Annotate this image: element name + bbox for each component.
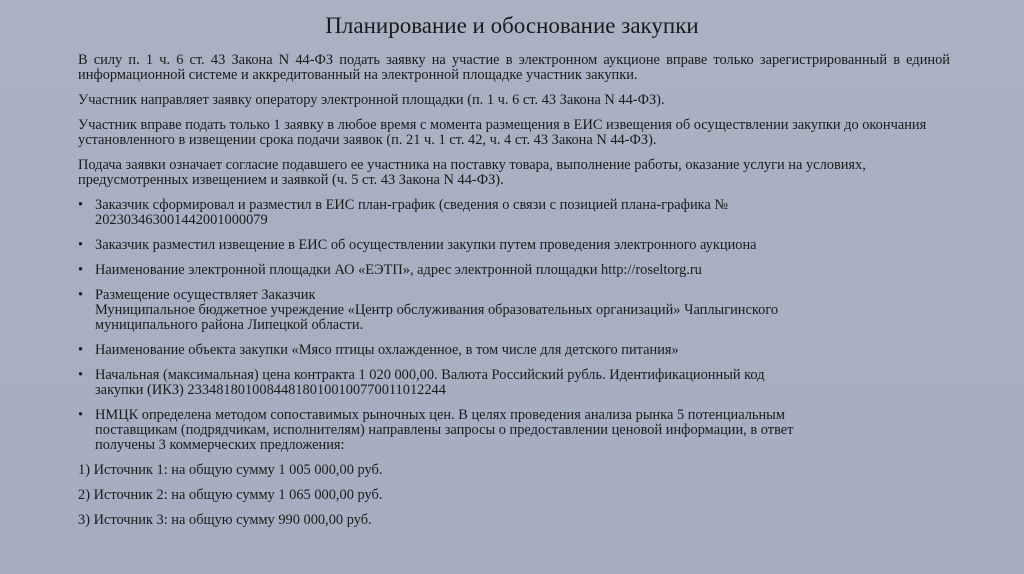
bullet-line: получены 3 коммерческих предложения: (95, 437, 345, 453)
slide-title: Планирование и обоснование закупки (325, 13, 699, 38)
bullet-item-3 (78, 263, 950, 278)
bullet-dot: • (78, 287, 84, 303)
bullet-line: НМЦК определена методом сопоставимых рыночных цен. В целях проведения анализа рынка 5 потенциальным (95, 407, 785, 423)
bullet-line: Начальная (максимальная) цена контракта 1 020 000,00. Валюта Российский рубль. Идентификационный код (95, 367, 765, 383)
slide-content (78, 53, 950, 538)
source-item-1: 1) Источник 1: на общую сумму 1 005 000,00 руб. (78, 462, 383, 478)
bullet-dot: • (78, 262, 84, 278)
paragraph-4: Подача заявки означает согласие подавшего ее участника на поставку товара, выполнение работы, оказание услуги на условиях, предусмотренных извещением и заявкой (ч. 5 ст. 43 Закона N 44-ФЗ). (78, 157, 866, 188)
bullet-line: Муниципальное бюджетное учреждение «Центр обслуживания образовательных организаций» Чаплыгинского (95, 302, 779, 318)
bullet-dot: • (78, 367, 84, 383)
bullet-dot: • (78, 342, 84, 358)
bullet-dot: • (78, 237, 84, 253)
bullet-item-7 (78, 408, 950, 453)
bullet-line: Заказчик разместил извещение в ЕИС об осуществлении закупки путем проведения электронного аукциона (95, 237, 757, 253)
bullet-item-2 (78, 238, 950, 253)
bullet-line: 202303463001442001000079 (95, 212, 268, 228)
bullet-dot: • (78, 407, 84, 423)
bullet-item-1 (78, 198, 950, 228)
bullet-item-6 (78, 368, 950, 398)
bullet-line: Размещение осуществляет Заказчик (95, 287, 316, 303)
source-item-2: 2) Источник 2: на общую сумму 1 065 000,00 руб. (78, 487, 383, 503)
paragraph-2: Участник направляет заявку оператору электронной площадки (п. 1 ч. 6 ст. 43 Закона N 44-ФЗ). (78, 92, 665, 108)
bullet-line: закупки (ИКЗ) 233481801008448180100100770011012244 (95, 382, 446, 398)
bullet-line: Заказчик сформировал и разместил в ЕИС план-график (сведения о связи с позицией плана-графика № (95, 197, 729, 213)
bullet-line: Наименование электронной площадки АО «ЕЭТП», адрес электронной площадки http://roseltorg.ru (95, 262, 702, 278)
bullet-item-5 (78, 343, 950, 358)
bullet-line: поставщикам (подрядчикам, исполнителям) направлены запросы о предоставлении ценовой информации, в ответ (95, 422, 794, 438)
paragraph-3: Участник вправе подать только 1 заявку в любое время с момента размещения в ЕИС извещения об осуществлении закупки до окончания установленного в извещении срока подачи заявок (п. 21 ч. 1 ст. 42, ч. 4 ст. 43 Закона N 44-ФЗ). (78, 117, 927, 148)
bullet-line: Наименование объекта закупки «Мясо птицы охлажденное, в том числе для детского питания» (95, 342, 679, 358)
paragraph-1: В силу п. 1 ч. 6 ст. 43 Закона N 44-ФЗ подать заявку на участие в электронном аукционе вправе только зарегистрированный в единой информационной системе и аккредитованный на электронной площадке участник закупки. (78, 52, 950, 83)
bullet-line: муниципального района Липецкой области. (95, 317, 364, 333)
source-item-3: 3) Источник 3: на общую сумму 990 000,00 руб. (78, 512, 372, 528)
bullet-item-4 (78, 288, 950, 333)
bullet-dot: • (78, 197, 84, 213)
